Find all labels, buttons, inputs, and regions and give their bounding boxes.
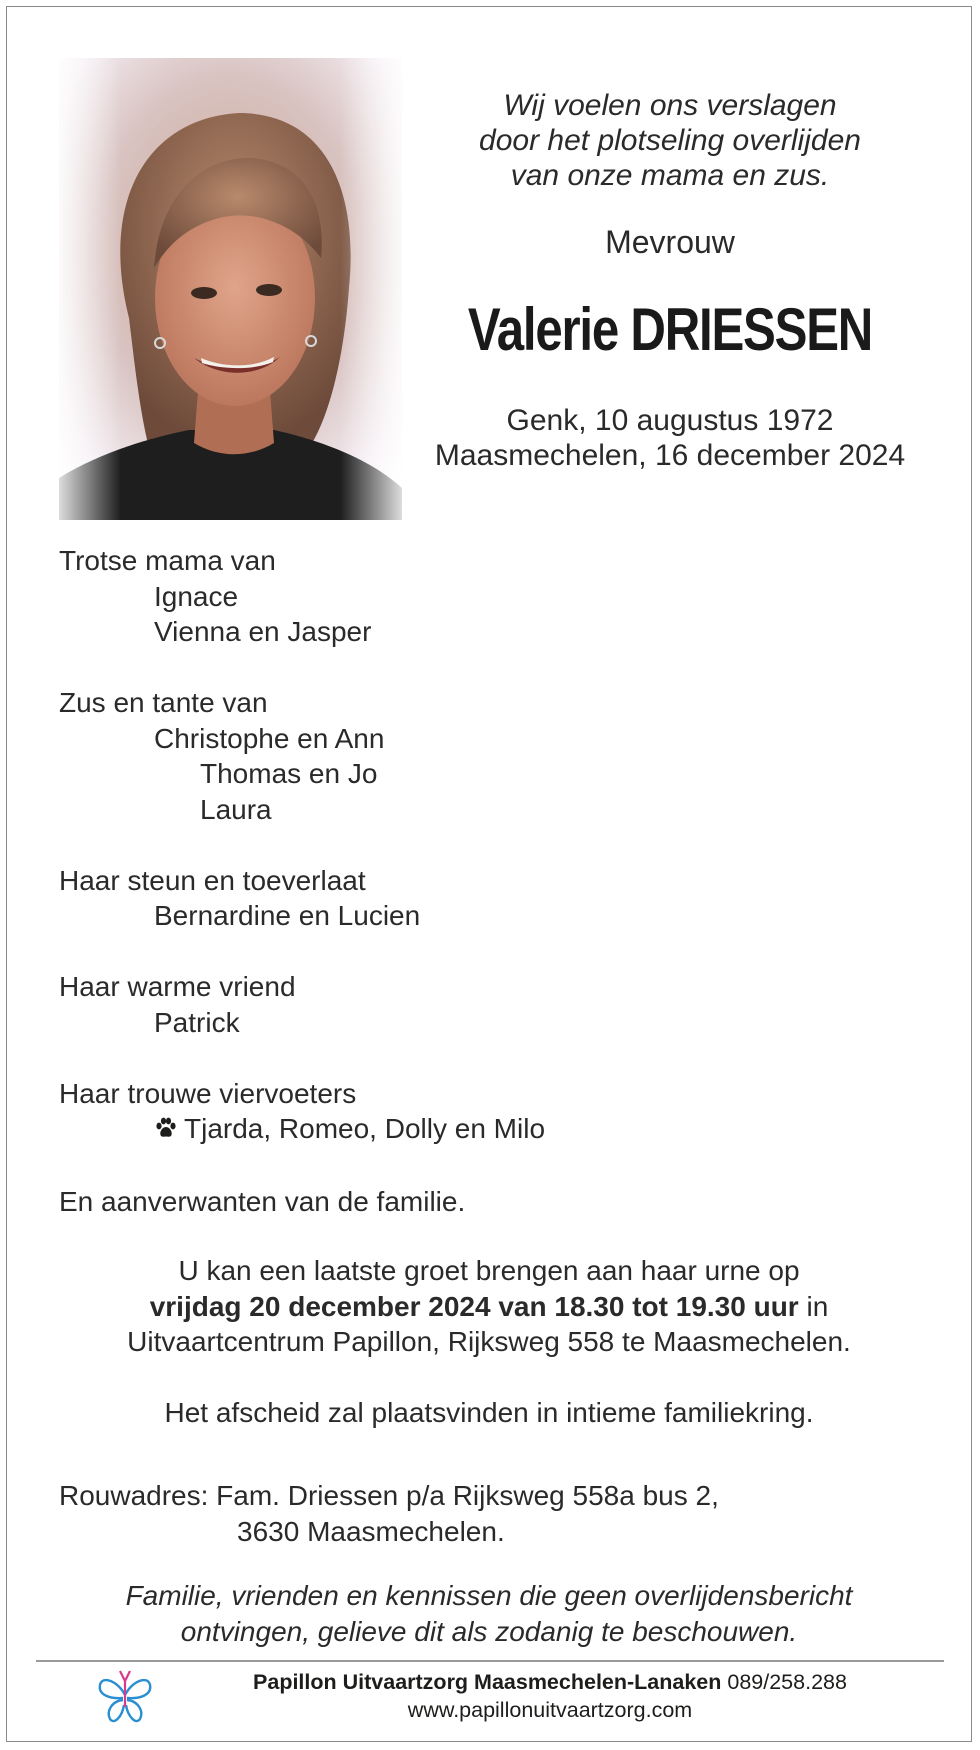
family-label-vriend: Haar warme vriend [59,971,296,1002]
family-name: Ignace [154,580,239,612]
relatives-text: En aanverwanten van de familie. [59,1186,466,1217]
funeral-home-name: Papillon Uitvaartzorg Maasmechelen-Lanaken [253,1670,722,1694]
family-name: Christophe en Ann [154,722,385,754]
funeral-home-website[interactable]: www.papillonuitvaartzorg.com [407,1698,693,1722]
footer-line [170,1668,930,1696]
intro-text [420,88,920,193]
address-line: Rouwadres: Fam. Driessen p/a Rijksweg 558a bus 2, [59,1480,719,1511]
family-label-pets: Haar trouwe viervoeters [59,1077,357,1109]
mourning-address [59,1478,919,1550]
intro-line: van onze mama en zus. [510,159,830,192]
notice-in: in [798,1290,829,1322]
funeral-home-phone: 089/258.288 [721,1670,847,1694]
family-list [59,543,919,1220]
notice-line: U kan een laatste groet brengen aan haar urne op [178,1255,800,1286]
pets-row [59,1111,919,1149]
death-date: Maasmechelen, 16 december 2024 [434,439,906,472]
deceased-name: Valerie DRIESSEN [467,296,873,363]
life-dates [420,403,920,473]
paw-icon [154,1113,178,1149]
birth-date: Genk, 10 augustus 1972 [506,404,834,437]
family-label-steun: Haar steun en toeverlaat [59,864,366,896]
visitation-notice [59,1253,919,1431]
closing-note [59,1578,919,1649]
family-name: Vienna en Jasper [154,616,372,647]
family-name: Thomas en Jo [200,758,378,789]
family-label-zus: Zus en tante van [59,687,268,718]
notice-line [59,1289,919,1325]
honorific: Mevrouw [605,224,735,260]
family-name: Laura [200,793,272,825]
funeral-home-footer [170,1668,930,1724]
address-line: 3630 Maasmechelen. [237,1516,505,1547]
closing-line: ontvingen, gelieve dit als zodanig te beschouwen. [180,1615,798,1647]
visitation-datetime: vrijdag 20 december 2024 van 18.30 tot 19.30 uur [149,1290,799,1322]
butterfly-logo-icon [96,1667,154,1727]
family-label-mama: Trotse mama van [59,545,276,576]
intro-line: door het plotseling overlijden [479,124,861,157]
intro-line: Wij voelen ons verslagen [503,89,837,122]
farewell-line: Het afscheid zal plaatsvinden in intieme familiekring. [164,1397,814,1428]
closing-line: Familie, vrienden en kennissen die geen overlijdensbericht [125,1580,853,1611]
pet-names: Tjarda, Romeo, Dolly en Milo [184,1113,546,1144]
family-name: Bernardine en Lucien [154,900,421,931]
portrait-photo [59,58,402,520]
footer-divider [36,1660,944,1662]
notice-line: Uitvaartcentrum Papillon, Rijksweg 558 te Maasmechelen. [127,1326,851,1357]
family-name: Patrick [154,1006,240,1038]
